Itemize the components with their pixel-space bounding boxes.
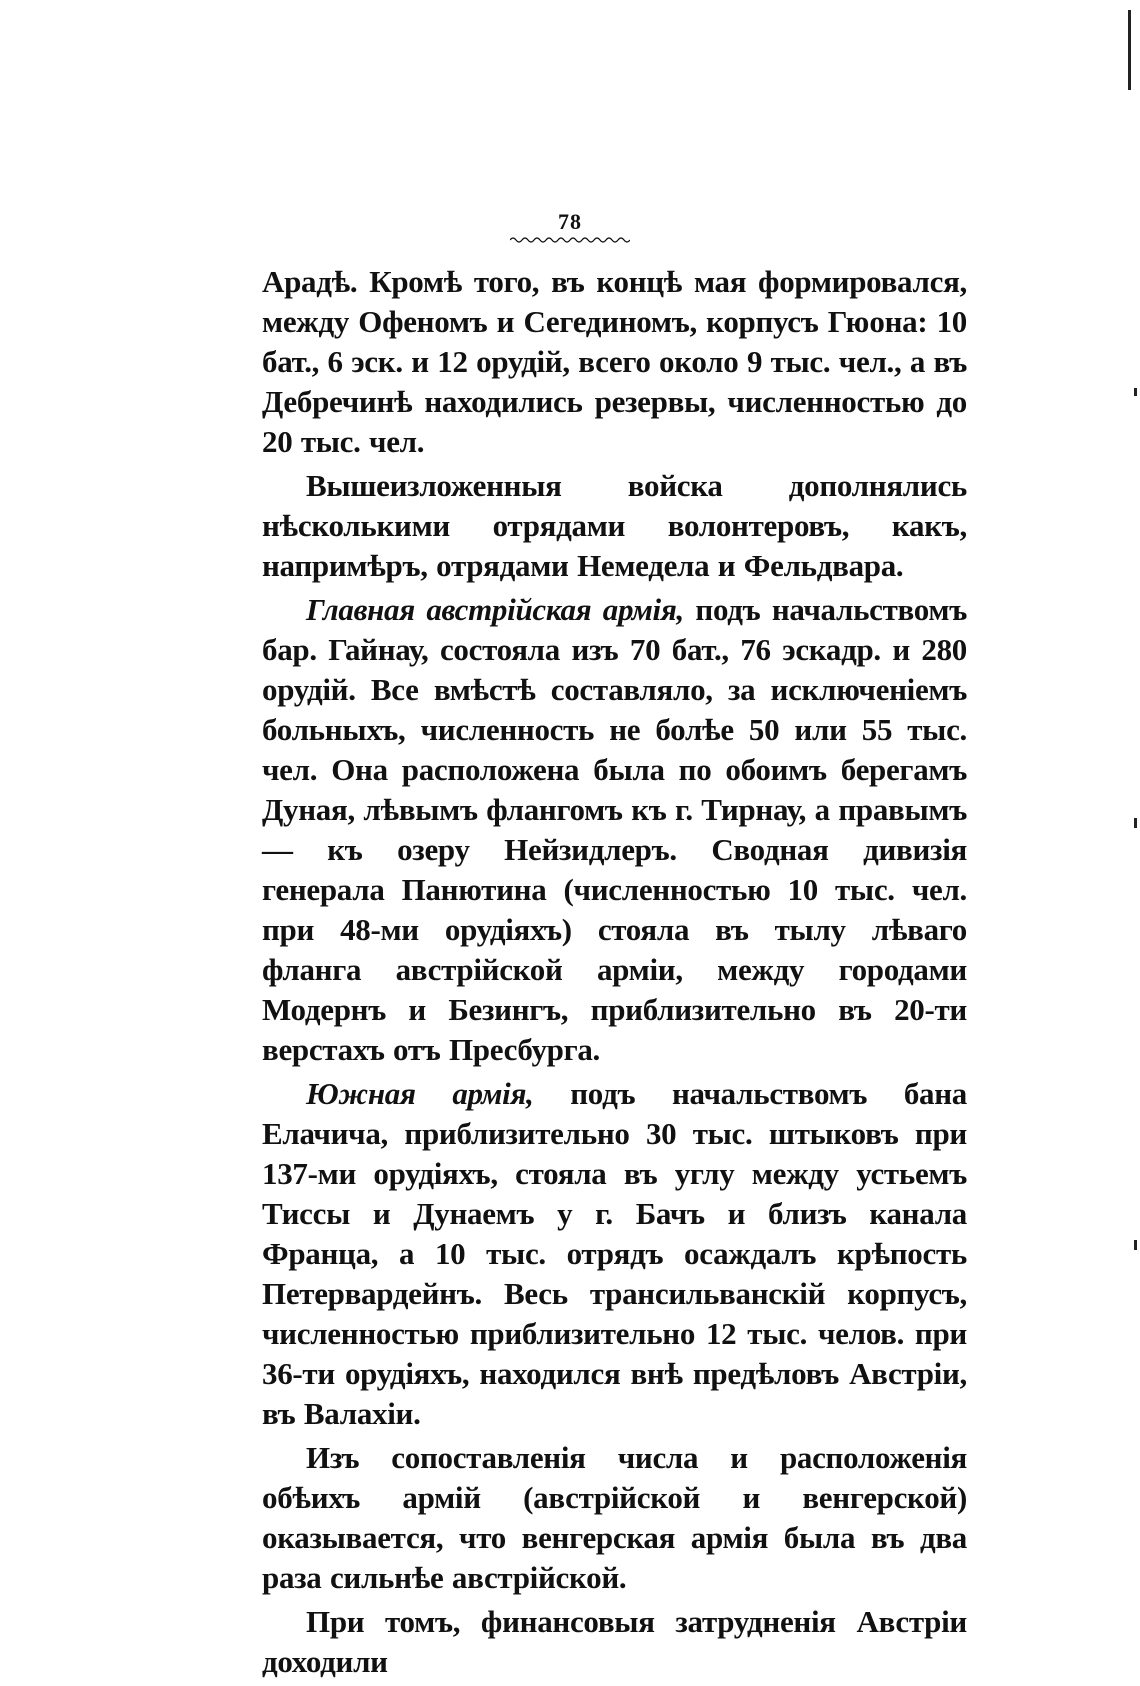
italic-heading: Южная армія, [306, 1076, 534, 1111]
scan-mark [1134, 1240, 1137, 1250]
page-header [0, 210, 1140, 244]
paragraph-text: При томъ, финансовыя затрудненія Австріи доходили [262, 1604, 967, 1679]
scan-mark [1134, 388, 1137, 396]
body-text [262, 262, 967, 1686]
wavy-ornament-icon [510, 236, 630, 244]
paragraph-text: подъ начальствомъ бана Елачича, приблизительно 30 тыс. штыковъ при 137-ми орудіяхъ, стояла въ углу между устьемъ Тиссы и Дунаемъ у г. Бачъ и близъ канала Франца, а 10 тыс. отрядъ осаждалъ крѣпость Петервардейнъ. Весь трансильванскій корпусъ, численностью приблизительно 12 тыс. челов. при 36-ти орудіяхъ, находился внѣ предѣловъ Австріи, въ Валахіи. [262, 1076, 967, 1431]
paragraph [262, 1602, 967, 1682]
paragraph-text: Вышеизложенныя войска дополнялись нѣсколькими отрядами волонтеровъ, какъ, напримѣръ, отрядами Немедела и Фельдвара. [262, 468, 967, 583]
paragraph-text: Изъ сопоставленія числа и расположенія обѣихъ армій (австрійской и венгерской) оказывается, что венгерская армія была въ два раза сильнѣе австрійской. [262, 1440, 967, 1595]
paragraph [262, 1438, 967, 1598]
scan-mark [1134, 818, 1137, 828]
paragraph-continued [262, 262, 967, 462]
paragraph-main-army [262, 590, 967, 1070]
paragraph [262, 466, 967, 586]
paragraph-text: подъ начальствомъ бар. Гайнау, состояла изъ 70 бат., 76 эскадр. и 280 орудій. Все вмѣстѣ составляло, за исключеніемъ больныхъ, численность не болѣе 50 или 55 тыс. чел. Она расположена была по обоимъ берегамъ Дуная, лѣвымъ флангомъ къ г. Тирнау, а правымъ — къ озеру Нейзидлеръ. Сводная дивизія генерала Панютина (численностью 10 тыс. чел. при 48-ми орудіяхъ) стояла въ тылу лѣваго фланга австрійской арміи, между городами Модернъ и Безингъ, приблизительно въ 20-ти верстахъ отъ Пресбурга. [262, 592, 967, 1067]
paragraph-southern-army [262, 1074, 967, 1434]
paragraph-text: Арадѣ. Кромѣ того, въ концѣ мая формировался, между Офеномъ и Сегединомъ, корпусъ Гюона: 10 бат., 6 эск. и 12 орудій, всего около 9 тыс. чел., а въ Дебречинѣ находились резервы, численностью до 20 тыс. чел. [262, 264, 967, 459]
page-number: 78 [558, 209, 582, 234]
italic-heading: Главная австрійская армія, [306, 592, 684, 627]
scan-mark [1128, 10, 1131, 90]
